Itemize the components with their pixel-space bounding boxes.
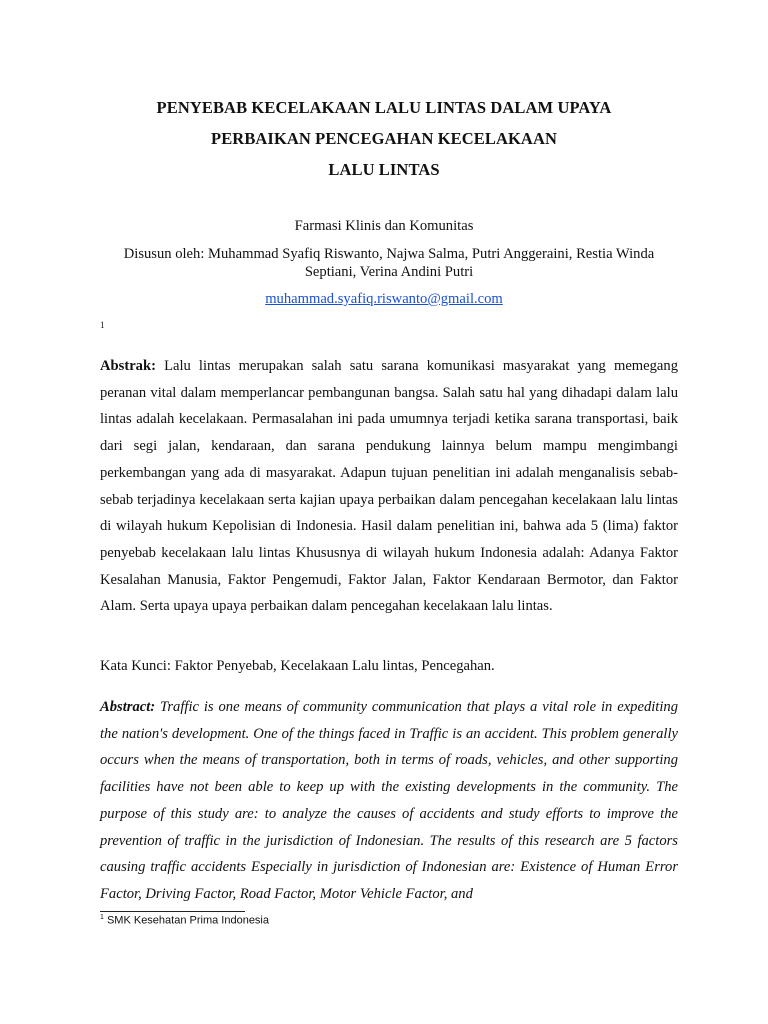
footnote [100,914,269,927]
footnote-divider [100,911,245,912]
footnote-marker: 1 [100,320,105,330]
department: Farmasi Klinis dan Komunitas [294,218,474,234]
title-line-1: PENYEBAB KECELAKAAN LALU LINTAS DALAM UPAYA [156,98,612,117]
keywords: Kata Kunci: Faktor Penyebab, Kecelakaan Lalu lintas, Pencegahan. [100,658,495,674]
email-link[interactable]: muhammad.syafiq.riswanto@gmail.com [265,291,503,307]
title-line-2: PERBAIKAN PENCEGAHAN KECELAKAAN [211,129,557,148]
footnote-number: 1 [100,914,104,921]
abstract-label: Abstract: [100,699,156,715]
abstrak-paragraph [100,353,678,620]
abstrak-label: Abstrak: [100,358,156,374]
author-email [0,291,768,308]
title-line-3: LALU LINTAS [328,160,440,179]
footnote-text: SMK Kesehatan Prima Indonesia [103,914,269,927]
abstract-paragraph [100,694,678,908]
paper-title [0,92,768,185]
abstract-text: Traffic is one means of community communication that plays a vital role in expediting the nation's development. One of the things faced in Traffic is an accident. This problem generally occurs when the means of transportation, both in terms of roads, vehicles, and other supporting facilities have not been able to keep up with the existing developments in the community. The purpose of this study are: to analyze the causes of accidents and study efforts to improve the prevention of traffic in the jurisdiction of Indonesian. The results of this research are 5 factors causing traffic accidents Especially in jurisdiction of Indonesian are: Existence of Human Error Factor, Driving Factor, Road Factor, Motor Vehicle Factor, and [100,699,678,902]
abstrak-text: Lalu lintas merupakan salah satu sarana komunikasi masyarakat yang memegang peranan vital dalam memperlancar pembangunan bangsa. Salah satu hal yang dihadapi dalam lalu lintas adalah kecelakaan. Permasalahan ini pada umumnya terjadi ketika sarana transportasi, baik dari segi jalan, kendaraan, dan sarana pendukung lainnya belum mampu mengimbangi perkembangan yang ada di masyarakat. Adapun tujuan penelitian ini adalah menganalisis sebab-sebab terjadinya kecelakaan serta kajian upaya perbaikan dalam pencegahan kecelakaan lalu lintas di wilayah hukum Kepolisian di Indonesia. Hasil dalam penelitian ini, bahwa ada 5 (lima) faktor penyebab kecelakaan lalu lintas Khususnya di wilayah hukum Indonesia adalah: Adanya Faktor Kesalahan Manusia, Faktor Pengemudi, Faktor Jalan, Faktor Kendaraan Bermotor, dan Faktor Alam. Serta upaya upaya perbaikan dalam pencegahan kecelakaan lalu lintas. [100,358,678,615]
authors: Disusun oleh: Muhammad Syafiq Riswanto, Najwa Salma, Putri Anggeraini, Restia Winda Septiani, Verina Andini Putri [123,246,655,280]
